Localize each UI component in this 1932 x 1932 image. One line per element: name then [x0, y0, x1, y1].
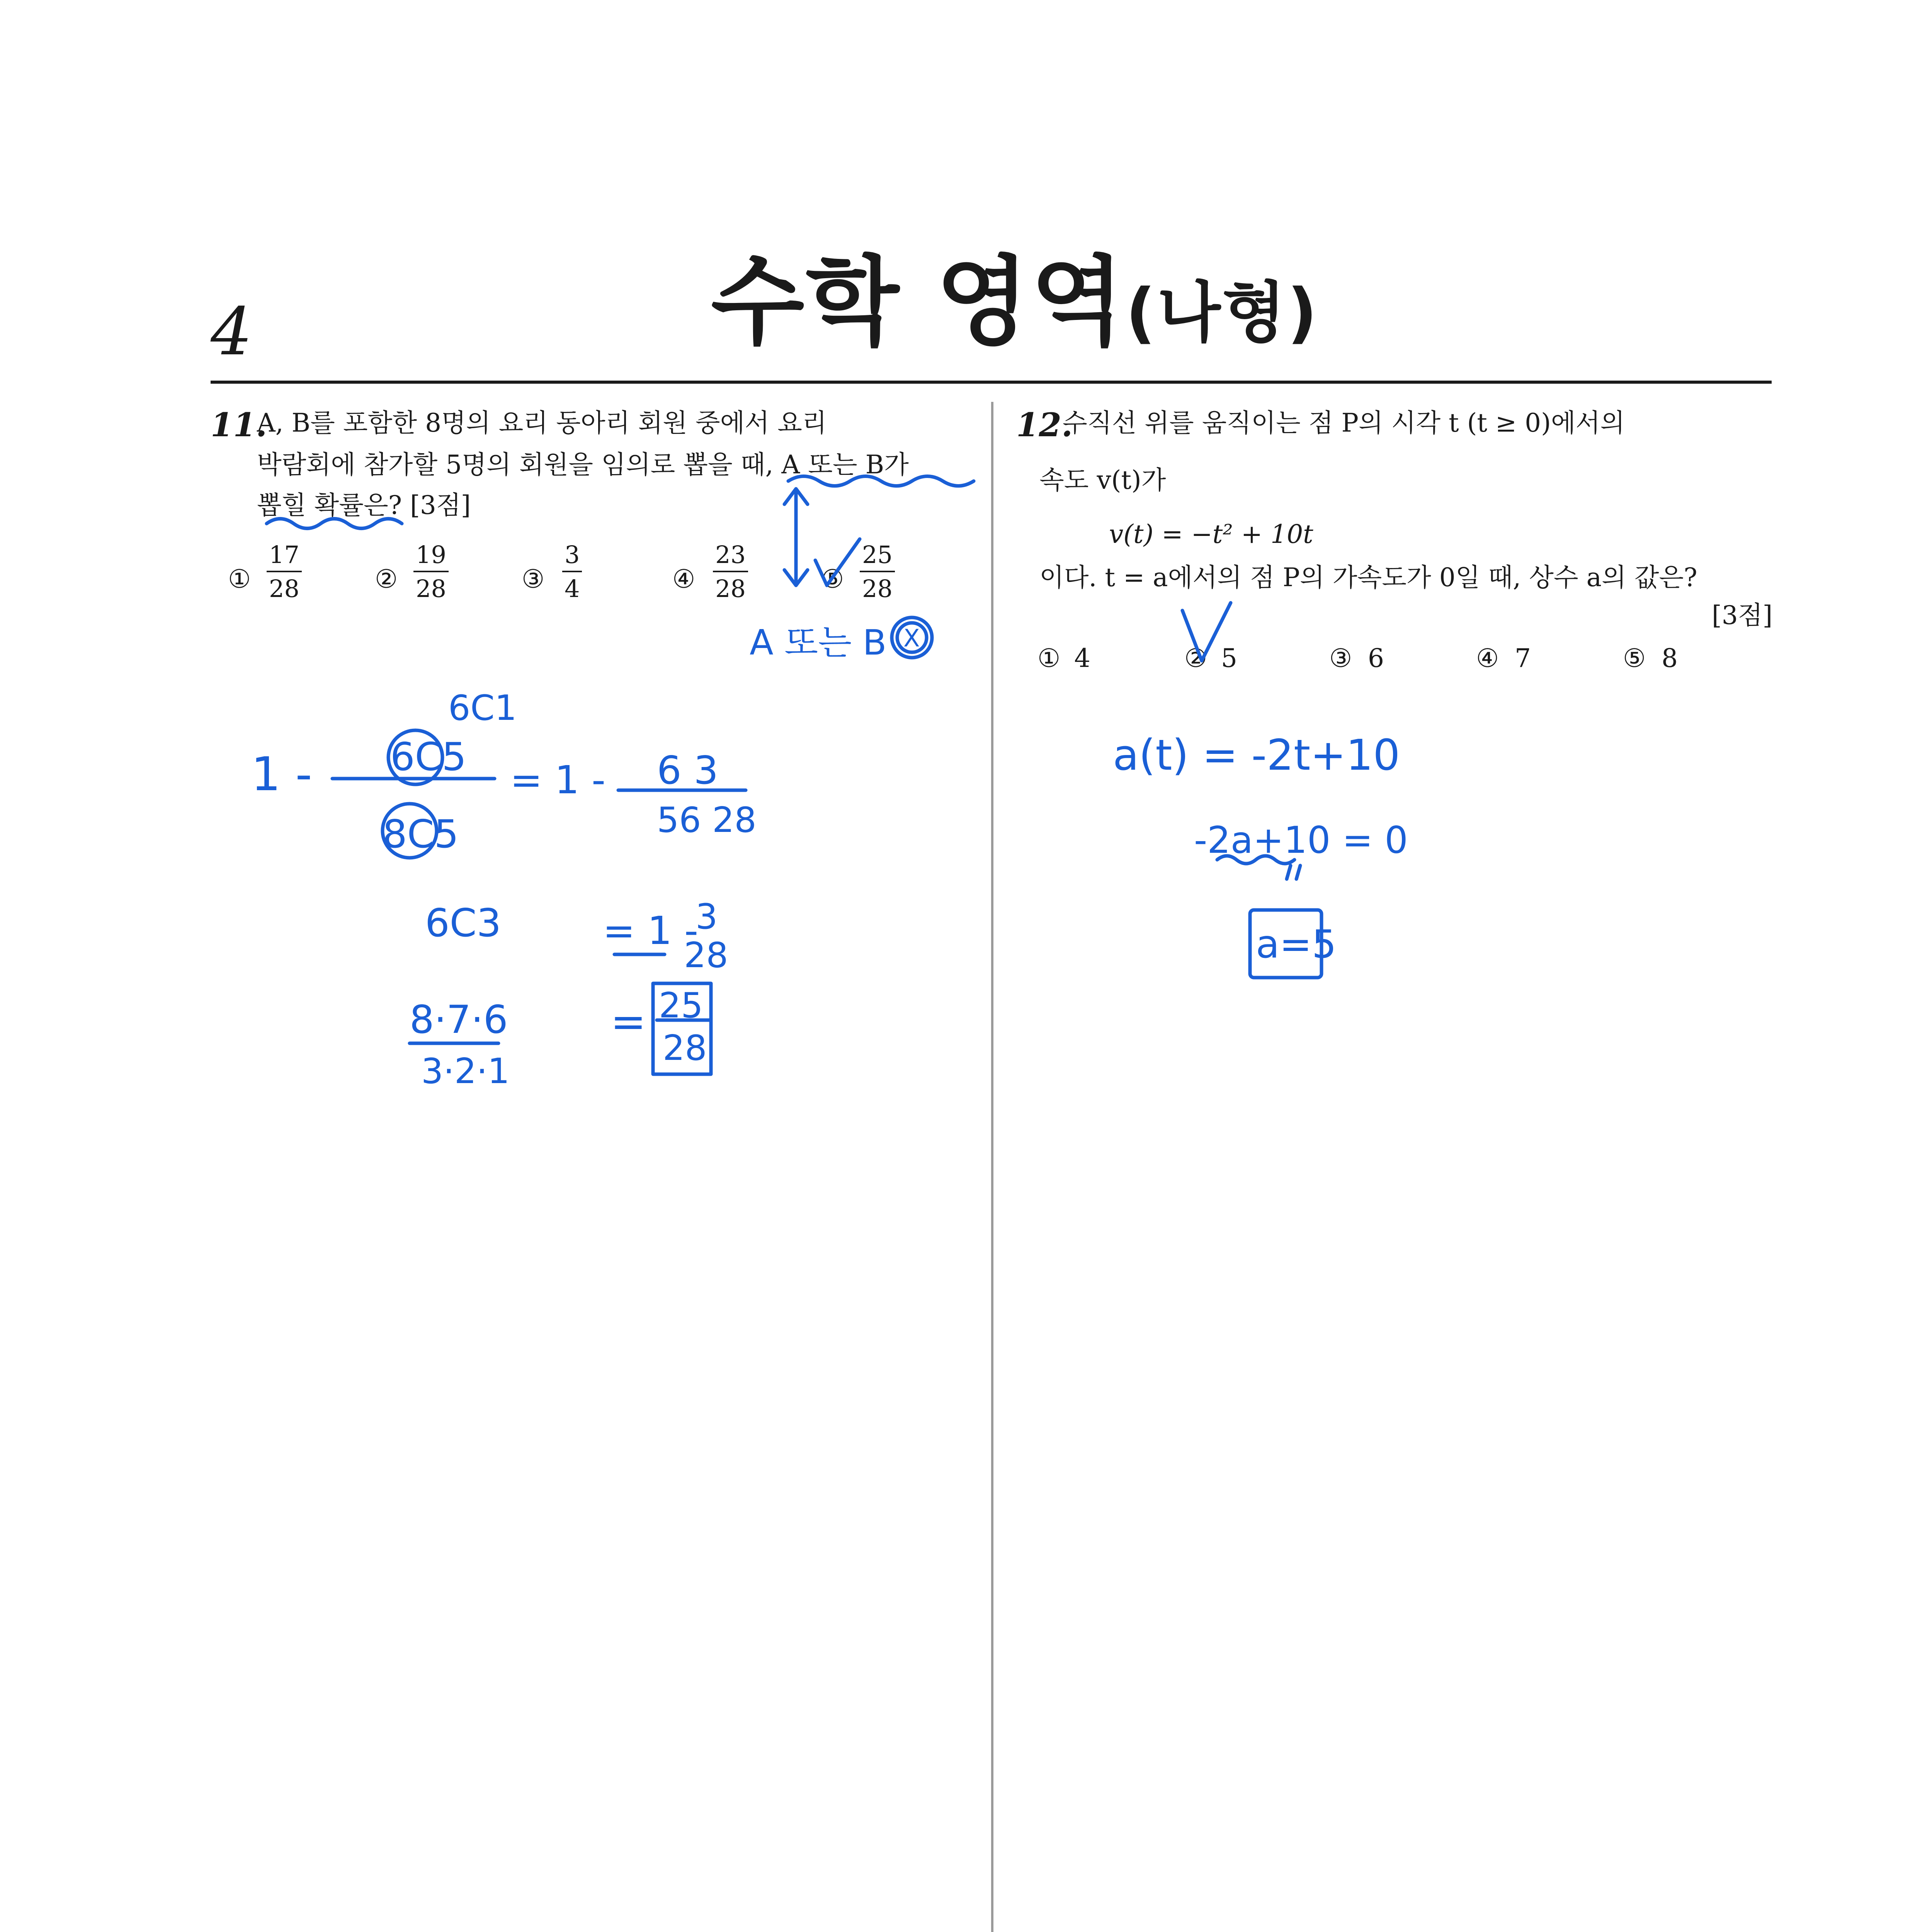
question-text-line2: 박람회에 참가할 5명의 회원을 임의로 뽑을 때, A 또는 B가	[257, 450, 909, 480]
equals-marks	[1287, 866, 1300, 879]
fraction-numerator: 19	[416, 541, 446, 569]
hw-3: 3	[696, 896, 718, 937]
point-value: [3점]	[1712, 600, 1773, 630]
choice-value[interactable]: 8	[1662, 643, 1678, 673]
hw-6c1: 6C1	[448, 688, 517, 728]
choice-value[interactable]: 6	[1368, 643, 1384, 673]
question-text-line1: A, B를 포함한 8명의 요리 동아리 회원 중에서 요리	[257, 408, 827, 438]
question-text-line1: 수직선 위를 움직이는 점 P의 시각 t (t ≥ 0)에서의	[1063, 408, 1625, 438]
choice-mark[interactable]: ④	[672, 564, 696, 594]
hw-6-3: 6 3	[657, 748, 719, 793]
page-number: 4	[211, 294, 253, 370]
hw-28: 28	[663, 1028, 707, 1068]
title-main: 수학 영역	[711, 246, 1126, 358]
fraction-denominator: 28	[269, 575, 299, 603]
hw-6c3: 6C3	[425, 900, 502, 946]
fraction-denominator: 28	[416, 575, 446, 603]
choice-mark[interactable]: ⑤	[1623, 643, 1646, 673]
hw-56-28: 56 28	[657, 800, 757, 840]
choice-mark[interactable]: ①	[1037, 643, 1061, 673]
hw-equation: -2a+10 = 0	[1194, 819, 1408, 862]
choice-mark[interactable]: ②	[1184, 643, 1208, 673]
fraction-numerator: 23	[715, 541, 746, 569]
velocity-formula: v(t) = −t² + 10t	[1109, 519, 1313, 549]
question-number: 12.	[1016, 406, 1073, 444]
fraction-numerator: 17	[269, 541, 299, 569]
wavy-underline	[788, 476, 974, 486]
choice-value[interactable]: 7	[1515, 643, 1531, 673]
hw-note-a-or-b: A 또는 B	[750, 622, 887, 663]
question-text-line2: 속도 v(t)가	[1039, 465, 1166, 495]
choice-value[interactable]: 5	[1221, 643, 1237, 673]
choice-mark[interactable]: ②	[375, 564, 398, 594]
choice-mark[interactable]: ⑤	[821, 564, 844, 594]
hw-eq-one-minus: = 1 -	[510, 757, 606, 803]
hw-derivative: a(t) = -2t+10	[1113, 730, 1400, 780]
hw-3-2-1: 3·2·1	[421, 1051, 510, 1092]
question-number: 11.	[211, 406, 267, 444]
choice-mark[interactable]: ①	[228, 564, 251, 594]
hw-x-mark: X	[903, 624, 920, 652]
question-text-line3: 뽑힐 확률은? [3점]	[257, 490, 471, 520]
wavy-underline	[267, 519, 402, 529]
fraction-numerator: 3	[565, 541, 580, 569]
fraction-denominator: 4	[565, 575, 580, 603]
choice-mark[interactable]: ④	[1476, 643, 1499, 673]
hw-28: 28	[684, 935, 728, 976]
check-mark	[1182, 603, 1231, 661]
hw-eq-one-minus: = 1 -	[603, 908, 699, 953]
hw-8c5: 8C5	[383, 811, 459, 857]
hw-8-7-6: 8·7·6	[410, 997, 508, 1042]
hw-6c5: 6C5	[390, 734, 467, 779]
hw-answer: a=5	[1256, 922, 1337, 967]
question-text-line3: 이다. t = a에서의 점 P의 가속도가 0일 때, 상수 a의 값은?	[1039, 563, 1697, 592]
choice-value[interactable]: 4	[1074, 643, 1090, 673]
fraction-numerator: 25	[862, 541, 893, 569]
hw-25: 25	[659, 985, 703, 1026]
hw-equals: =	[611, 997, 646, 1046]
fraction-denominator: 28	[862, 575, 893, 603]
fraction-denominator: 28	[715, 575, 746, 603]
choice-mark[interactable]: ③	[522, 564, 545, 594]
hw-one-minus: 1 -	[251, 748, 312, 801]
title-sub: (나형)	[1126, 275, 1319, 351]
choice-mark[interactable]: ③	[1329, 643, 1352, 673]
check-mark	[815, 539, 860, 585]
